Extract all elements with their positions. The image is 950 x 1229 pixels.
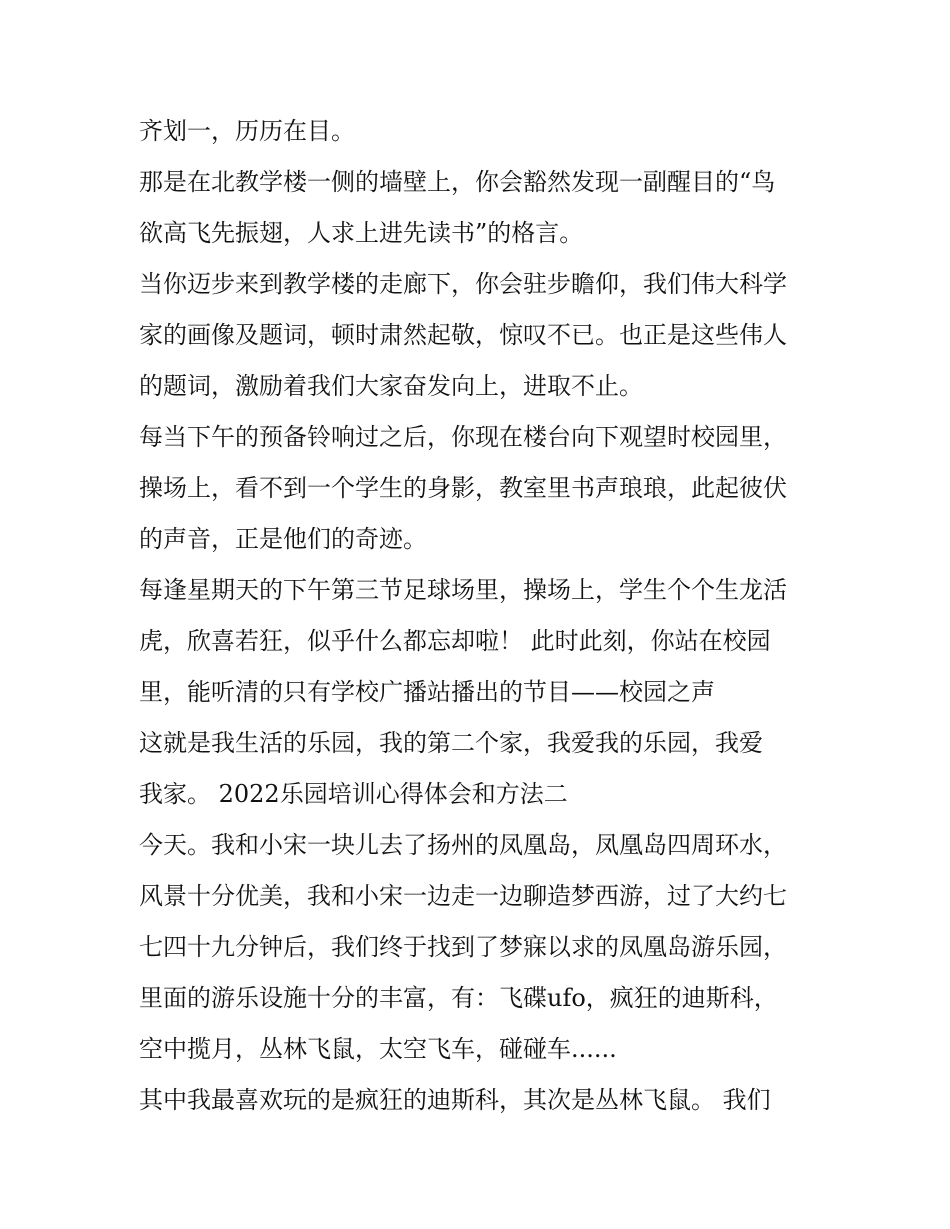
text-line: 七四十九分钟后，我们终于找到了梦寐以求的凤凰岛游乐园，	[139, 933, 787, 961]
text-line: 虎，欣喜若狂，似乎什么都忘却啦！ 此时此刻，你站在校园	[139, 627, 771, 655]
text-line: 那是在北教学楼一侧的墙壁上，你会豁然发现一副醒目的“鸟	[139, 168, 776, 196]
text-line: 的声音，正是他们的奇迹。	[139, 525, 427, 553]
text-line: 这就是我生活的乐园，我的第二个家，我爱我的乐园，我爱	[139, 729, 763, 757]
document-body	[139, 106, 829, 1126]
text-line: 操场上，看不到一个学生的身影，教室里书声琅琅，此起彼伏	[139, 474, 787, 502]
text-line: 我家。 2022乐园培训心得体会和方法二	[139, 780, 568, 808]
text-line: 里，能听清的只有学校广播站播出的节目——校园之声	[139, 678, 715, 706]
text-line: 其中我最喜欢玩的是疯狂的迪斯科，其次是丛林飞鼠。 我们	[139, 1086, 771, 1114]
text-line: 齐划一，历历在目。	[139, 117, 355, 145]
text-line: 风景十分优美，我和小宋一边走一边聊造梦西游，过了大约七	[139, 882, 787, 910]
text-line: 家的画像及题词，顿时肃然起敬，惊叹不已。也正是这些伟人	[139, 321, 787, 349]
text-line: 每逢星期天的下午第三节足球场里，操场上，学生个个生龙活	[139, 576, 787, 604]
text-line: 里面的游乐设施十分的丰富，有：飞碟ufo，疯狂的迪斯科，	[139, 984, 778, 1012]
text-line: 当你迈步来到教学楼的走廊下，你会驻步瞻仰，我们伟大科学	[139, 270, 787, 298]
text-line: 空中揽月，丛林飞鼠，太空飞车，碰碰车......	[139, 1035, 617, 1063]
text-line: 的题词，激励着我们大家奋发向上，进取不止。	[139, 372, 643, 400]
text-line: 欲高飞先振翅，人求上进先读书”的格言。	[139, 219, 584, 247]
text-line: 今天。我和小宋一块儿去了扬州的凤凰岛，凤凰岛四周环水，	[139, 831, 787, 859]
text-line: 每当下午的预备铃响过之后，你现在楼台向下观望时校园里，	[139, 423, 787, 451]
